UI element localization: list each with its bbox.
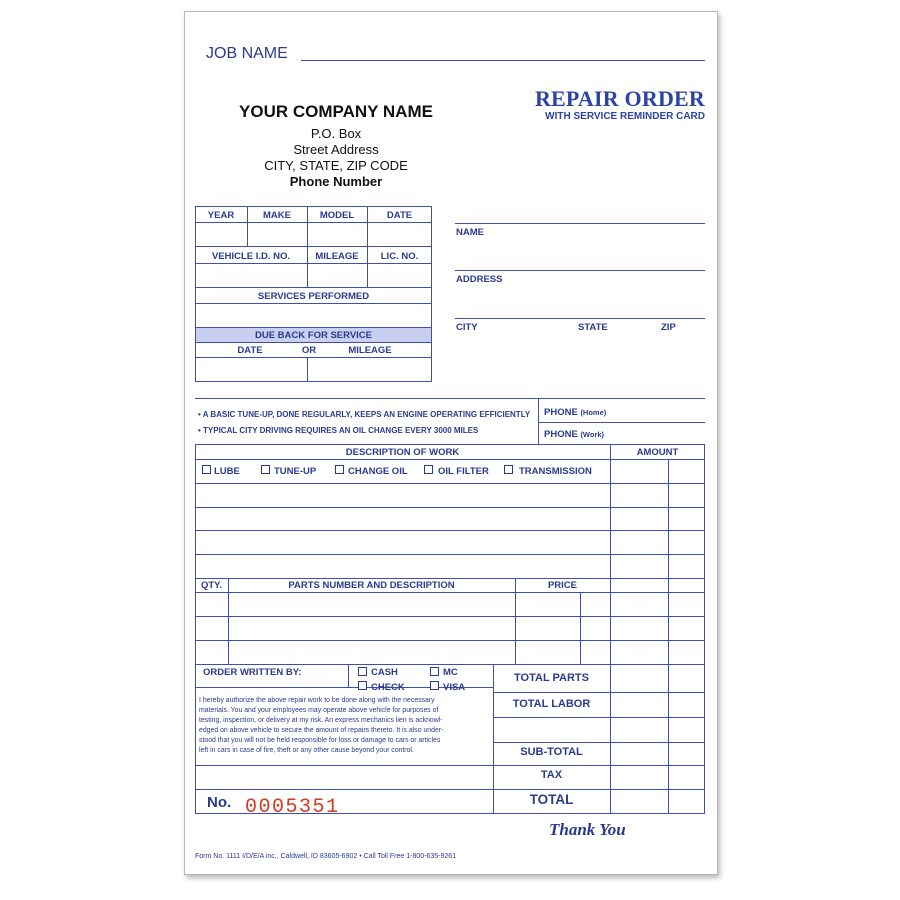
- customer-zip-label: ZIP: [661, 322, 676, 333]
- tip-oil-change: • TYPICAL CITY DRIVING REQUIRES AN OIL CHANGE EVERY 3000 MILES: [198, 426, 479, 435]
- company-name: YOUR COMPANY NAME: [239, 102, 433, 121]
- check-label: CHECK: [371, 682, 405, 693]
- date-label: DATE: [386, 210, 413, 221]
- total-labor-label: TOTAL LABOR: [512, 698, 591, 710]
- phone-home-label: PHONE (Home): [544, 407, 607, 418]
- tune-up-label: TUNE-UP: [274, 466, 317, 477]
- visa-label: VISA: [443, 682, 466, 693]
- order-number: 0005351: [245, 796, 340, 819]
- mc-label: MC: [443, 667, 458, 678]
- due-mileage-label: MILEAGE: [348, 345, 392, 356]
- vehicle-id-label: VEHICLE I.D. NO.: [211, 251, 291, 262]
- customer-address-label: ADDRESS: [456, 274, 503, 285]
- model-label: MODEL: [319, 210, 355, 221]
- cash-label: CASH: [371, 667, 398, 678]
- change-oil-label: CHANGE OIL: [348, 466, 408, 477]
- company-phone: Phone Number: [289, 174, 383, 189]
- work-table: [195, 444, 705, 814]
- company-city-state-zip: CITY, STATE, ZIP CODE: [264, 158, 408, 173]
- lic-no-label: LIC. NO.: [380, 251, 419, 262]
- order-number-label: No.: [207, 794, 232, 811]
- year-label: YEAR: [207, 210, 235, 221]
- tune-up-checkbox[interactable]: [261, 465, 270, 474]
- job-name-label: JOB NAME: [206, 45, 288, 62]
- customer-name-label: NAME: [456, 227, 484, 238]
- tip-tune-up: • A BASIC TUNE-UP, DONE REGULARLY, KEEPS AN ENGINE OPERATING EFFICIENTLY: [198, 410, 531, 419]
- mileage-label: MILEAGE: [315, 251, 359, 262]
- form-subtitle: WITH SERVICE REMINDER CARD: [545, 111, 705, 122]
- lube-label: LUBE: [214, 466, 240, 477]
- authorization-text: I hereby authorize the above repair work to be done along with the necessary materials. You and your employees may operate above vehicle for purposes of testing, inspection, or delivery at my risk. An express mechanics lien is acknowl- edged on above vehicle to secure the amount of repairs thereto. It is also under- stood that you will not be held responsible for loss or damage to cars or articles left in cars in case of fire, theft or any other cause beyond your control.: [199, 697, 444, 754]
- customer-city-label: CITY: [456, 322, 478, 333]
- total-label: TOTAL: [529, 792, 574, 807]
- check-checkbox[interactable]: [358, 681, 367, 690]
- transmission-label: TRANSMISSION: [519, 466, 592, 477]
- parts-description-header: PARTS NUMBER AND DESCRIPTION: [288, 580, 455, 591]
- customer-state-label: STATE: [578, 322, 608, 333]
- oil-filter-label: OIL FILTER: [438, 466, 489, 477]
- oil-filter-checkbox[interactable]: [424, 465, 433, 474]
- transmission-checkbox[interactable]: [504, 465, 513, 474]
- order-written-by-label: ORDER WRITTEN BY:: [203, 667, 302, 678]
- job-name-line[interactable]: [301, 60, 705, 61]
- sub-total-label: SUB-TOTAL: [520, 746, 583, 758]
- due-back-label: DUE BACK FOR SERVICE: [254, 330, 372, 341]
- make-label: MAKE: [263, 210, 291, 221]
- due-or-label: OR: [301, 345, 317, 356]
- description-of-work-header: DESCRIPTION OF WORK: [345, 447, 460, 458]
- total-parts-label: TOTAL PARTS: [514, 672, 589, 684]
- due-date-label: DATE: [237, 345, 263, 356]
- price-header: PRICE: [547, 580, 578, 591]
- company-po-box: P.O. Box: [310, 126, 362, 141]
- form-footer: Form No. 1111 I/D/E/A inc., Caldwell, ID 83605-6902 • Call Toll Free 1-800-635-9261: [195, 853, 457, 860]
- qty-header: QTY.: [200, 580, 223, 591]
- company-street: Street Address: [293, 142, 379, 157]
- amount-header: AMOUNT: [636, 447, 679, 458]
- repair-order-form: [184, 11, 718, 875]
- tax-label: TAX: [540, 769, 563, 781]
- change-oil-checkbox[interactable]: [335, 465, 344, 474]
- services-performed-label: SERVICES PERFORMED: [257, 291, 370, 302]
- visa-checkbox[interactable]: [430, 681, 439, 690]
- form-title: REPAIR ORDER: [534, 86, 705, 111]
- phone-work-label: PHONE (Work): [544, 429, 605, 440]
- cash-checkbox[interactable]: [358, 667, 367, 676]
- thank-you: Thank You: [549, 820, 626, 839]
- lube-checkbox[interactable]: [202, 465, 211, 474]
- mc-checkbox[interactable]: [430, 667, 439, 676]
